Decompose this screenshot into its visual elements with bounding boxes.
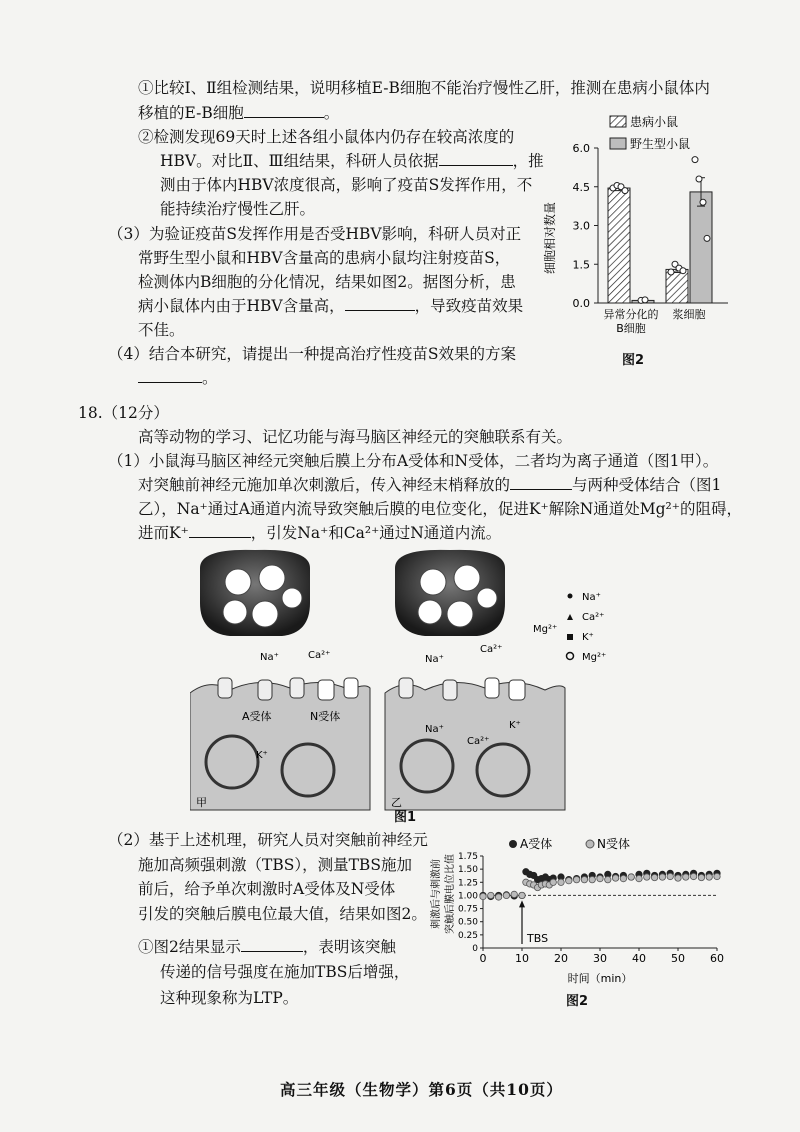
point-n <box>706 874 712 880</box>
q18-s1d <box>138 521 501 545</box>
fig2-top-caption: 图2 <box>622 353 645 368</box>
y-tick-label: 1.00 <box>457 891 478 902</box>
point-n <box>667 873 673 879</box>
q17-p2c: 测由于体内HBV浓度很高，影响了疫苗S发挥作用，不 <box>160 176 533 194</box>
data-point <box>680 268 686 274</box>
panel-jia <box>190 550 370 810</box>
fig1-caption: 图1 <box>394 810 417 825</box>
bar-1-1 <box>690 192 712 303</box>
q17-p3a: （3）为验证疫苗S发挥作用是否受HBV影响，科研人员对正 <box>108 225 522 243</box>
q18-s2e-pre: ①图2结果显示 <box>138 938 241 956</box>
vesicle <box>282 588 302 608</box>
n-receptor-channel <box>509 680 525 700</box>
q17-p3d-pre: 病小鼠体内由于HBV含量高， <box>138 297 345 315</box>
y-tick-label: 6.0 <box>572 142 590 155</box>
point-n <box>651 874 657 880</box>
point-n <box>644 874 650 880</box>
answer-blank-6[interactable] <box>189 521 251 538</box>
vesicle <box>477 588 497 608</box>
vesicle <box>447 601 473 627</box>
n-receptor-channel <box>485 678 499 698</box>
q17-p2b <box>160 149 544 173</box>
q17-p3c: 检测体内B细胞的分化情况，结果如图2。据图分析，患 <box>138 273 516 291</box>
legend-label-diseased: 患病小鼠 <box>630 115 679 129</box>
na-label-yi-2: Na⁺ <box>425 724 444 735</box>
data-point <box>622 188 628 194</box>
y-label-line1: 刺激后与刺激前 <box>431 859 442 929</box>
a-receptor-channel <box>443 680 457 700</box>
point-n <box>495 894 501 900</box>
ca-label-yi-2: Ca²⁺ <box>467 736 490 747</box>
na-label-yi: Na⁺ <box>425 654 444 665</box>
q17-p4a: （4）结合本研究，请提出一种提高治疗性疫苗S效果的方案 <box>108 345 516 363</box>
point-n <box>659 874 665 880</box>
vesicle <box>420 569 446 595</box>
tbs-label: TBS <box>527 932 549 945</box>
k-label-yi: K⁺ <box>509 720 521 731</box>
q18-intro: 高等动物的学习、记忆功能与海马脑区神经元的突触联系有关。 <box>138 428 573 446</box>
answer-blank-4[interactable] <box>138 366 202 383</box>
point-n <box>581 876 587 882</box>
point-n <box>612 875 618 881</box>
legend-label-n: N受体 <box>597 837 630 851</box>
point-n <box>714 873 720 879</box>
legend-swatch-wildtype <box>610 138 626 149</box>
vesicle <box>252 601 278 627</box>
x-axis-label: 时间（min） <box>567 972 633 985</box>
data-point <box>668 269 674 275</box>
point-n <box>636 875 642 881</box>
y-tick-label: 3.0 <box>572 219 590 233</box>
point-n <box>566 878 572 884</box>
n-receptor-channel <box>344 678 358 698</box>
y-tick-label: 1.5 <box>572 258 590 272</box>
q18-s1d-pre: 进而K⁺ <box>138 524 189 542</box>
x-tick-label: 30 <box>593 952 607 965</box>
point-n <box>488 892 494 898</box>
q18-s1b-post: 与两种受体结合（图1 <box>572 476 722 494</box>
panel-label-jia: 甲 <box>196 796 207 809</box>
data-point <box>642 297 648 303</box>
point-n <box>698 874 704 880</box>
q17-p2b-pre: HBV。对比Ⅱ、Ⅲ组结果，科研人员依据 <box>160 152 439 170</box>
category-label: 浆细胞 <box>672 308 706 321</box>
vesicle <box>223 600 247 624</box>
point-n <box>558 879 564 885</box>
fig1-legend <box>567 592 607 663</box>
q18-s1b <box>138 473 721 497</box>
data-point <box>696 176 702 182</box>
na-label-jia: Na⁺ <box>260 652 279 663</box>
data-point <box>704 235 710 241</box>
a-receptor-channel <box>290 678 304 698</box>
x-tick-label: 40 <box>632 952 646 965</box>
x-tick-label: 10 <box>515 952 529 965</box>
q18-s2c: 前后，给予单次刺激时A受体及N受体 <box>138 880 396 898</box>
x-tick-label: 0 <box>479 952 487 965</box>
point-n <box>628 874 634 880</box>
x-tick-label: 50 <box>671 952 685 965</box>
point-n <box>589 876 595 882</box>
k-label-jia: K⁺ <box>256 750 268 761</box>
y-tick-label: 1.50 <box>457 865 478 876</box>
point-n <box>675 875 681 881</box>
y-tick-label: 0 <box>472 944 478 954</box>
y-tick-label: 1.25 <box>457 878 478 889</box>
category-label: 异常分化的 <box>603 308 659 321</box>
page-footer: 高三年级（生物学）第6页（共10页） <box>280 1080 563 1099</box>
point-n <box>620 875 626 881</box>
legend-marker-n <box>586 840 594 848</box>
q18-s2f: 传递的信号强度在施加TBS后增强， <box>160 963 410 981</box>
mg-label-yi: Mg²⁺ <box>533 624 558 635</box>
point-n <box>683 874 689 880</box>
vesicle <box>418 600 442 624</box>
y-tick-label: 0.50 <box>457 917 478 928</box>
q17-p2a: ②检测发现69天时上述各组小鼠体内仍存在较高浓度的 <box>138 128 515 146</box>
q17-p1b <box>138 101 339 125</box>
point-n <box>605 876 611 882</box>
y-tick-label: 0.0 <box>572 297 590 310</box>
y-axis-label: 细胞相对数量 <box>543 201 557 275</box>
q17-p3d-post: ，导致疫苗效果 <box>414 297 524 315</box>
q18-s1d-post: ，引发Na⁺和Ca²⁺通过N通道内流。 <box>250 524 502 542</box>
a-receptor-channel <box>218 678 232 698</box>
q17-p4b <box>138 366 218 390</box>
q17-p4-end: 。 <box>202 369 218 387</box>
point-n <box>511 891 517 897</box>
postsynaptic-membrane-jia <box>190 682 370 810</box>
point-n <box>550 879 556 885</box>
point-n <box>503 892 509 898</box>
a-receptor-label-jia: A受体 <box>242 710 272 723</box>
answer-blank-3[interactable] <box>345 294 415 311</box>
k-legend-label: K⁺ <box>582 632 594 643</box>
y-label-line2: 突触后膜电位比值 <box>445 854 456 934</box>
q18-s2e-post: ，表明该突触 <box>302 938 396 956</box>
k-legend-marker <box>567 634 573 640</box>
na-legend-label: Na⁺ <box>582 592 601 603</box>
vesicle <box>259 565 285 591</box>
answer-blank-7[interactable] <box>241 935 303 952</box>
fig2-bottom-caption: 图2 <box>566 994 589 1009</box>
q18-s1c: 乙），Na⁺通过A通道内流导致突触后膜的电位变化，促进K⁺解除N通道处Mg²⁺的阻碍， <box>138 500 742 518</box>
data-point <box>692 157 698 163</box>
q17-p1a: ①比较Ⅰ、Ⅱ组检测结果，说明移植E-B细胞不能治疗慢性乙肝，推测在患病小鼠体内 <box>138 79 710 97</box>
tbs-arrow-head <box>519 900 525 907</box>
y-tick-label: 0.75 <box>457 904 478 915</box>
q17-p3e: 不佳。 <box>138 321 185 339</box>
x-tick-label: 20 <box>554 952 568 965</box>
answer-blank-5[interactable] <box>510 473 572 490</box>
ca-legend-label: Ca²⁺ <box>582 612 605 623</box>
q17-p1b-text: 移植的E-B细胞 <box>138 104 244 122</box>
na-legend-marker <box>568 594 573 599</box>
fig1-synapse-diagram <box>190 548 630 823</box>
y-tick-label: 0.25 <box>457 930 478 941</box>
q17-p1b-end: 。 <box>323 104 340 122</box>
vesicle <box>454 565 480 591</box>
ca-legend-marker <box>567 614 573 620</box>
mg-legend-label: Mg²⁺ <box>582 652 607 663</box>
q18-s2g: 这种现象称为LTP。 <box>160 989 299 1007</box>
answer-blank-2[interactable] <box>439 149 513 166</box>
q18-s2e <box>138 935 396 959</box>
legend-marker-a <box>509 840 517 848</box>
q17-p2d: 能持续治疗慢性乙肝。 <box>160 200 316 218</box>
point-n <box>597 875 603 881</box>
point-n <box>690 873 696 879</box>
answer-blank-1[interactable] <box>244 101 324 118</box>
q18-s1b-pre: 对突触前神经元施加单次刺激后，传入神经末梢释放的 <box>138 476 511 494</box>
point-n <box>573 876 579 882</box>
vesicle <box>225 569 251 595</box>
fig2-bar-chart <box>530 112 740 364</box>
category-label: B细胞 <box>616 322 646 335</box>
q18-s2d: 引发的突触后膜电位最大值，结果如图2。 <box>138 905 427 923</box>
a-receptor-channel <box>399 678 413 698</box>
y-tick-label: 4.5 <box>572 180 590 194</box>
q17-p2b-post: ，推 <box>512 152 544 170</box>
a-receptor-channel <box>258 680 272 700</box>
legend-label-a: A受体 <box>520 837 553 851</box>
bar-0-0 <box>608 188 630 303</box>
panel-label-yi: 乙 <box>391 796 402 809</box>
n-receptor-label-jia: N受体 <box>310 710 341 723</box>
q17-p3d <box>138 294 523 318</box>
q17-p3b: 常野生型小鼠和HBV含量高的患病小鼠均注射疫苗S， <box>138 249 511 267</box>
q18-s2b: 施加高频强刺激（TBS），测量TBS施加 <box>138 856 412 874</box>
q18-head: 18.（12分） <box>78 404 169 422</box>
fig2-ltp-chart <box>425 832 735 992</box>
ca-label-yi: Ca²⁺ <box>480 644 503 655</box>
data-point <box>700 199 706 205</box>
ca-label-jia: Ca²⁺ <box>308 650 331 661</box>
legend-swatch-diseased <box>610 116 626 127</box>
mg-legend-marker <box>567 653 574 660</box>
y-tick-label: 1.75 <box>457 852 478 862</box>
q18-s2a: （2）基于上述机理，研究人员对突触前神经元 <box>108 831 428 849</box>
legend-label-wildtype: 野生型小鼠 <box>630 137 691 151</box>
x-tick-label: 60 <box>710 952 724 965</box>
q18-s1a: （1）小鼠海马脑区神经元突触后膜上分布A受体和N受体，二者均为离子通道（图1甲）。 <box>108 452 719 470</box>
panel-yi <box>385 550 565 810</box>
n-receptor-channel <box>318 680 334 700</box>
point-n <box>519 892 525 898</box>
point-n <box>480 893 486 899</box>
